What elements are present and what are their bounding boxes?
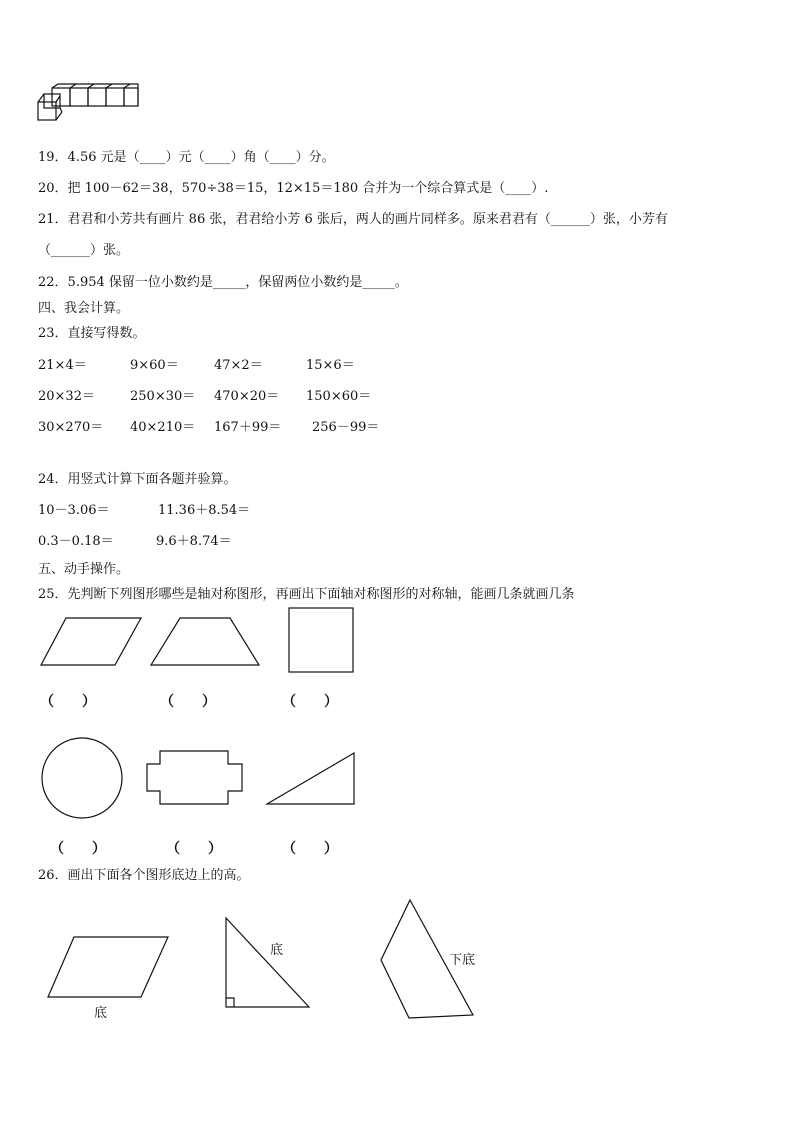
calc-item: 150×60＝ <box>306 389 372 404</box>
question-22: 22．5.954 保留一位小数约是_____，保留两位小数约是_____。 <box>38 275 408 290</box>
section-5-heading: 五、动手操作。 <box>38 562 130 577</box>
calc-item: 20×32＝ <box>38 389 95 404</box>
question-23: 23．直接写得数。 <box>38 326 146 341</box>
question-20: 20．把 100－62＝38，570÷38＝15，12×15＝180 合并为一个综合算式是（____）. <box>38 181 549 196</box>
base-label: 底 <box>270 943 284 958</box>
answer-bracket[interactable]: （ ） <box>282 841 338 857</box>
parallelogram-base-figure <box>46 935 170 1025</box>
lower-base-label: 下底 <box>449 953 476 968</box>
answer-bracket[interactable]: （ ） <box>40 694 96 710</box>
right-triangle-shape <box>266 752 356 806</box>
calc-item: 15×6＝ <box>306 358 355 373</box>
circle-shape <box>40 737 124 819</box>
answer-bracket[interactable]: （ ） <box>160 694 216 710</box>
question-24: 24．用竖式计算下面各题并验算。 <box>38 472 237 487</box>
calc-item: 47×2＝ <box>214 358 263 373</box>
question-25: 25．先判断下列图形哪些是轴对称图形，再画出下面轴对称图形的对称轴，能画几条就画几条 <box>38 587 575 602</box>
vertical-calc-item: 9.6＋8.74＝ <box>156 534 232 549</box>
answer-bracket[interactable]: （ ） <box>166 841 222 857</box>
question-19: 19．4.56 元是（____）元（____）角（____）分。 <box>38 150 335 165</box>
calc-item: 9×60＝ <box>130 358 179 373</box>
rectangle-shape <box>288 607 354 673</box>
calc-item: 250×30＝ <box>130 389 196 404</box>
answer-bracket[interactable]: （ ） <box>50 841 106 857</box>
question-21-line-2: （______）张。 <box>38 243 130 258</box>
calc-item: 40×210＝ <box>130 420 196 435</box>
vertical-calc-item: 10－3.06＝ <box>38 503 110 518</box>
cube-stack-figure <box>36 84 146 128</box>
calc-item: 256－99＝ <box>312 420 380 435</box>
parallelogram-shape <box>40 617 142 667</box>
notched-rectangle-shape <box>146 750 244 806</box>
calc-item: 21×4＝ <box>38 358 87 373</box>
trapezoid-shape <box>150 617 260 667</box>
question-21-line-1: 21．君君和小芳共有画片 86 张，君君给小芳 6 张后，两人的画片同样多。原来君君有（______）张，小芳有 <box>38 212 668 227</box>
calc-item: 30×270＝ <box>38 420 104 435</box>
base-label: 底 <box>94 1006 108 1021</box>
calc-item: 167＋99＝ <box>214 420 282 435</box>
trapezoid-lower-base-figure <box>380 898 480 1022</box>
calc-item: 470×20＝ <box>214 389 280 404</box>
right-triangle-base-figure <box>222 916 312 1010</box>
section-4-heading: 四、我会计算。 <box>38 301 130 316</box>
vertical-calc-item: 0.3－0.18＝ <box>38 534 114 549</box>
answer-bracket[interactable]: （ ） <box>282 694 338 710</box>
vertical-calc-item: 11.36＋8.54＝ <box>158 503 251 518</box>
question-26: 26．画出下面各个图形底边上的高。 <box>38 868 250 883</box>
